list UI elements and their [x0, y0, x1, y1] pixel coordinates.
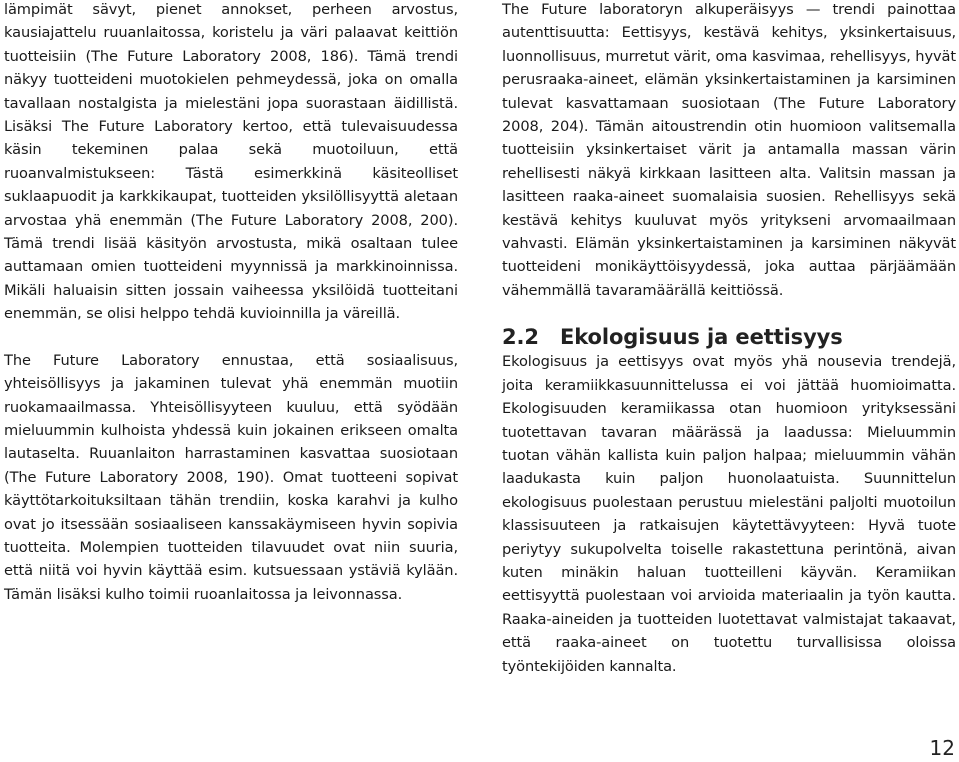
left-paragraph-2: The Future Laboratory ennustaa, että sosiaalisuus, yhteisöllisyys ja jakaminen tulevat yhä enemmän muotiin ruokamaailmassa. Yhteisöllisyyteen kuuluu, että syödään mieluummin kulhoista yhdessä kuin jokainen erikseen omalta lautaselta. Ruuanlaiton harrastaminen kasvattaa suosiotaan (The Future Laboratory 2008, 190). Omat tuotteeni sopivat käyttötarkoituksiltaan tähän trendiin, koska karahvi ja kulho ovat jo itsessään sosiaaliseen kanssakäymiseen hyvin sopivia tuotteita. Molempien tuotteiden tilavuudet ovat niin suuria, että niitä voi hyvin käyttää esim. kutsuessaan ystäviä kylään. Tämän lisäksi kulho toimii ruoanlaitossa ja leivonnassa.: [4, 351, 458, 603]
left-column: [4, 0, 458, 606]
section-heading: [502, 324, 956, 350]
left-paragraph-1: lämpimät sävyt, pienet annokset, perheen arvostus, kausiajattelu ruuanlaitossa, koristelu ja väri palaavat keittiön tuotteisiin (The Future Laboratory 2008, 186). Tämä trendi näkyy tuotteideni muotokielen pehmeydessä, joka on omalla tavallaan nostalgista ja mielestäni jopa suorastaan äidillistä. Lisäksi The Future Laboratory kertoo, että tulevaisuudessa käsin tekeminen palaa sekä muotoiluun, että ruoanvalmistukseen: Tästä esimerkkinä käsiteolliset suklaapuodit ja karkkikaupat, tuotteiden yksilöllisyyttä aletaan arvostaa yhä enemmän (The Future Laboratory 2008, 200). Tämä trendi lisää käsityön arvostusta, mikä osaltaan tulee auttamaan omien tuotteideni myynnissä ja markkinoinnissa. Mikäli haluaisin sitten jossain vaiheessa yksilöidä tuotteitani enemmän, se olisi helppo tehdä kuvioinnilla ja väreillä.: [4, 1, 458, 323]
right-paragraph-2: Ekologisuus ja eettisyys ovat myös yhä nousevia trendejä, joita keramiikkasuunnittelussa ei voi jättää huomioimatta. Ekologisuuden keramiikassa otan huomioon yrityksessäni tuotettavan tavaran määrässä ja laadussa: Mieluummin tuotan vähän kallista kuin paljon halpaa; mieluummin vähän laadukasta kuin paljon huonolaatuista. Suunnittelun ekologisuus puolestaan perustuu mielestäni paljolti muotoilun klassisuuteen ja ratkaisujen käytettävyyteen: Hyvä tuote periytyy sukupolvelta toiselle rakastettuna perintönä, aivan kuten minäkin haluan tuotteilleni käyvän. Keramiikan eettisyyttä puolestaan voi arvioida materiaalin ja työn kautta. Raaka-aineiden ja tuotteiden luotettavat valmistajat takaavat, että raaka-aineet on tuotettu turvallisissa oloissa työntekijöiden kannalta.: [502, 353, 956, 675]
section-title: Ekologisuus ja eettisyys: [560, 325, 843, 350]
right-column: [502, 0, 956, 678]
section-number: 2.2: [502, 325, 539, 350]
right-paragraph-1: The Future laboratoryn alkuperäisyys — trendi painottaa autenttisuutta: Eettisyys, kestävä kehitys, yksinkertaisuus, luonnollisuus, murretut värit, oma kasvimaa, rehellisyys, hyvät perusraaka-aineet, elämän yksinkertaistaminen ja karsiminen tulevat kasvattamaan suosiotaan (The Future Laboratory 2008, 204). Tämän aitoustrendin otin huomioon valitsemalla tuotteisiin yksinkertaiset värit ja antamalla massan värin rehellisesti näkyä kirkkaan lasitteen alta. Valitsin massan ja lasitteen raaka-aineet suomalaisia suosien. Rehellisyys sekä kestävä kehitys kuuluvat myös yritykseni arvomaailmaan vahvasti. Elämän yksinkertaistaminen ja karsiminen näkyvät tuotteideni monikäyttöisyydessä, joka auttaa pärjäämään vähemmällä tavaramäärällä keittiössä.: [502, 1, 956, 299]
page-number: 12: [929, 736, 955, 760]
